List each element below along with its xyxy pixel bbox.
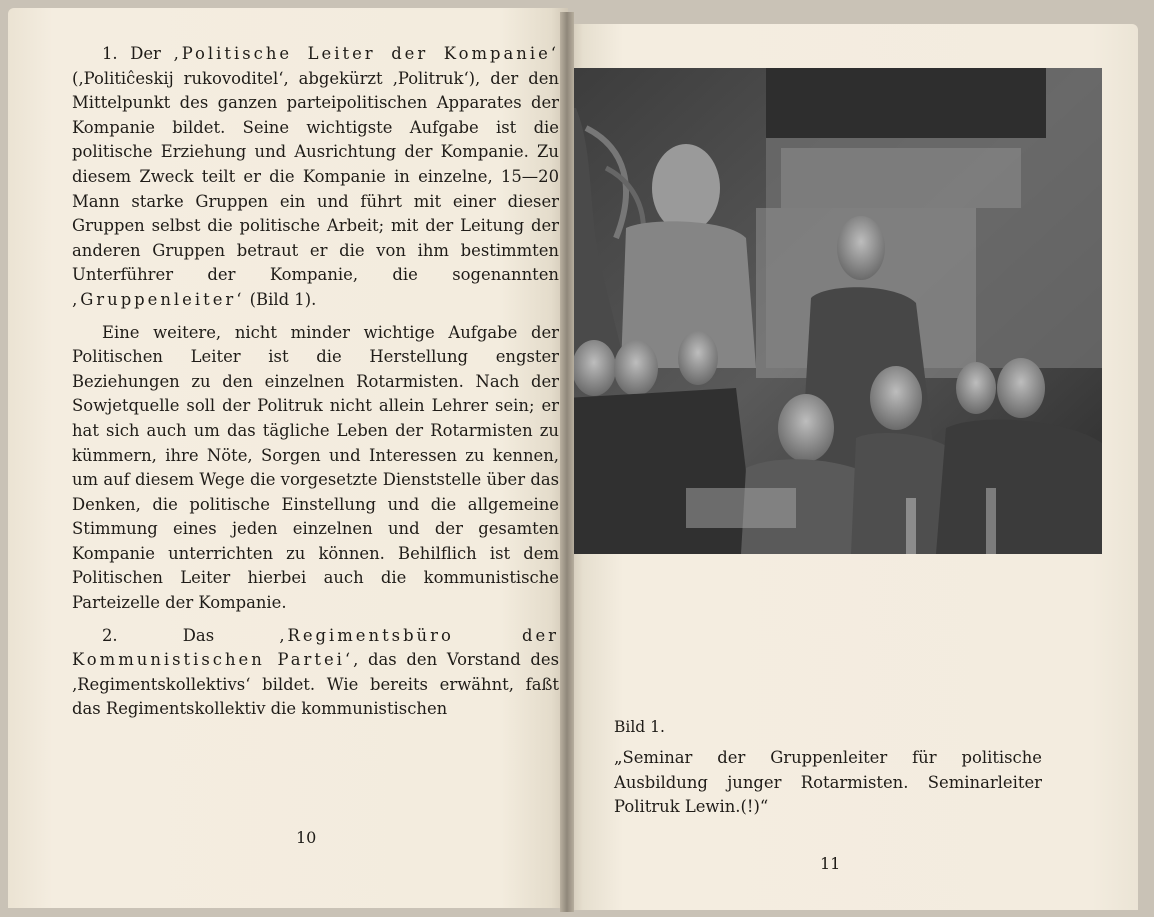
left-page-text bbox=[72, 42, 559, 730]
figure-caption: „Seminar der Gruppenleiter für politische Ausbildung junger Rotarmisten. Seminarleiter Politruk Lewin.(!)“ bbox=[614, 748, 1042, 817]
page-number-left: 10 bbox=[296, 828, 317, 847]
page-number-right: 11 bbox=[820, 854, 841, 873]
right-page bbox=[566, 24, 1138, 910]
spaced-term-regimentsbuero: ‚Regimentsbüro der Kommunistischen Partei‘ bbox=[72, 625, 559, 670]
spaced-term-politische-leiter: ‚Politische Leiter der Kompanie‘ bbox=[173, 44, 559, 63]
paragraph-2: Eine weitere, nicht minder wichtige Aufgabe der Politischen Leiter ist die Herstellung engster Beziehungen zu den einzelnen Rotarmisten. Nach der Sowjetquelle soll der Politruk nicht allein Lehrer sein; er hat sich auch um das tägliche Leben der Rotarmisten zu kümmern, ihre Nöte, Sorgen und Interessen zu kennen, um auf diesem Wege die vorgesetzte Dienststelle über das Denken, die politische Einstellung und die allgemeine Stimmung eines jeden einzelnen und der gesamten Kompanie unterrichten zu können. Behilflich ist dem Politischen Leiter hierbei auch die kommunistische Parteizelle der Kompanie. bbox=[72, 322, 559, 613]
seminar-photo bbox=[566, 68, 1102, 554]
paragraph-1: 1. Der ‚Politische Leiter der Kompanie‘ (‚Politiĉeskij rukovoditel‘, abgekürzt ‚Politruk‘), der den Mittelpunkt des ganzen parteipolitischen Apparates der Kompanie bildet. Seine wichtigste Aufgabe ist die politische Erziehung und Ausrichtung der Kompanie. Zu diesem Zweck teilt er die Kompanie in einzelne, 15—20 Mann starke Gruppen ein und führt mit einer dieser Gruppen selbst die politische Arbeit; mit der Leitung der anderen Gruppen betraut er die von ihm bestimmten Unterführer der Kompanie, die sogenannten ‚Gruppenleiter‘ (Bild 1). bbox=[72, 44, 559, 309]
spaced-term-gruppenleiter: ‚Gruppenleiter‘ bbox=[72, 289, 245, 309]
paragraph-3: 2. Das ‚Regimentsbüro der Kommunistischen Partei‘, das den Vorstand des ‚Regimentskollektivs‘ bildet. Wie bereits erwähnt, faßt das Regimentskollektiv die kommunistischen bbox=[72, 625, 560, 719]
book-gutter bbox=[560, 12, 574, 912]
left-page bbox=[8, 8, 568, 908]
book-spread bbox=[0, 8, 1154, 913]
figure-label: Bild 1. bbox=[614, 718, 665, 736]
photo-image bbox=[566, 68, 1102, 554]
